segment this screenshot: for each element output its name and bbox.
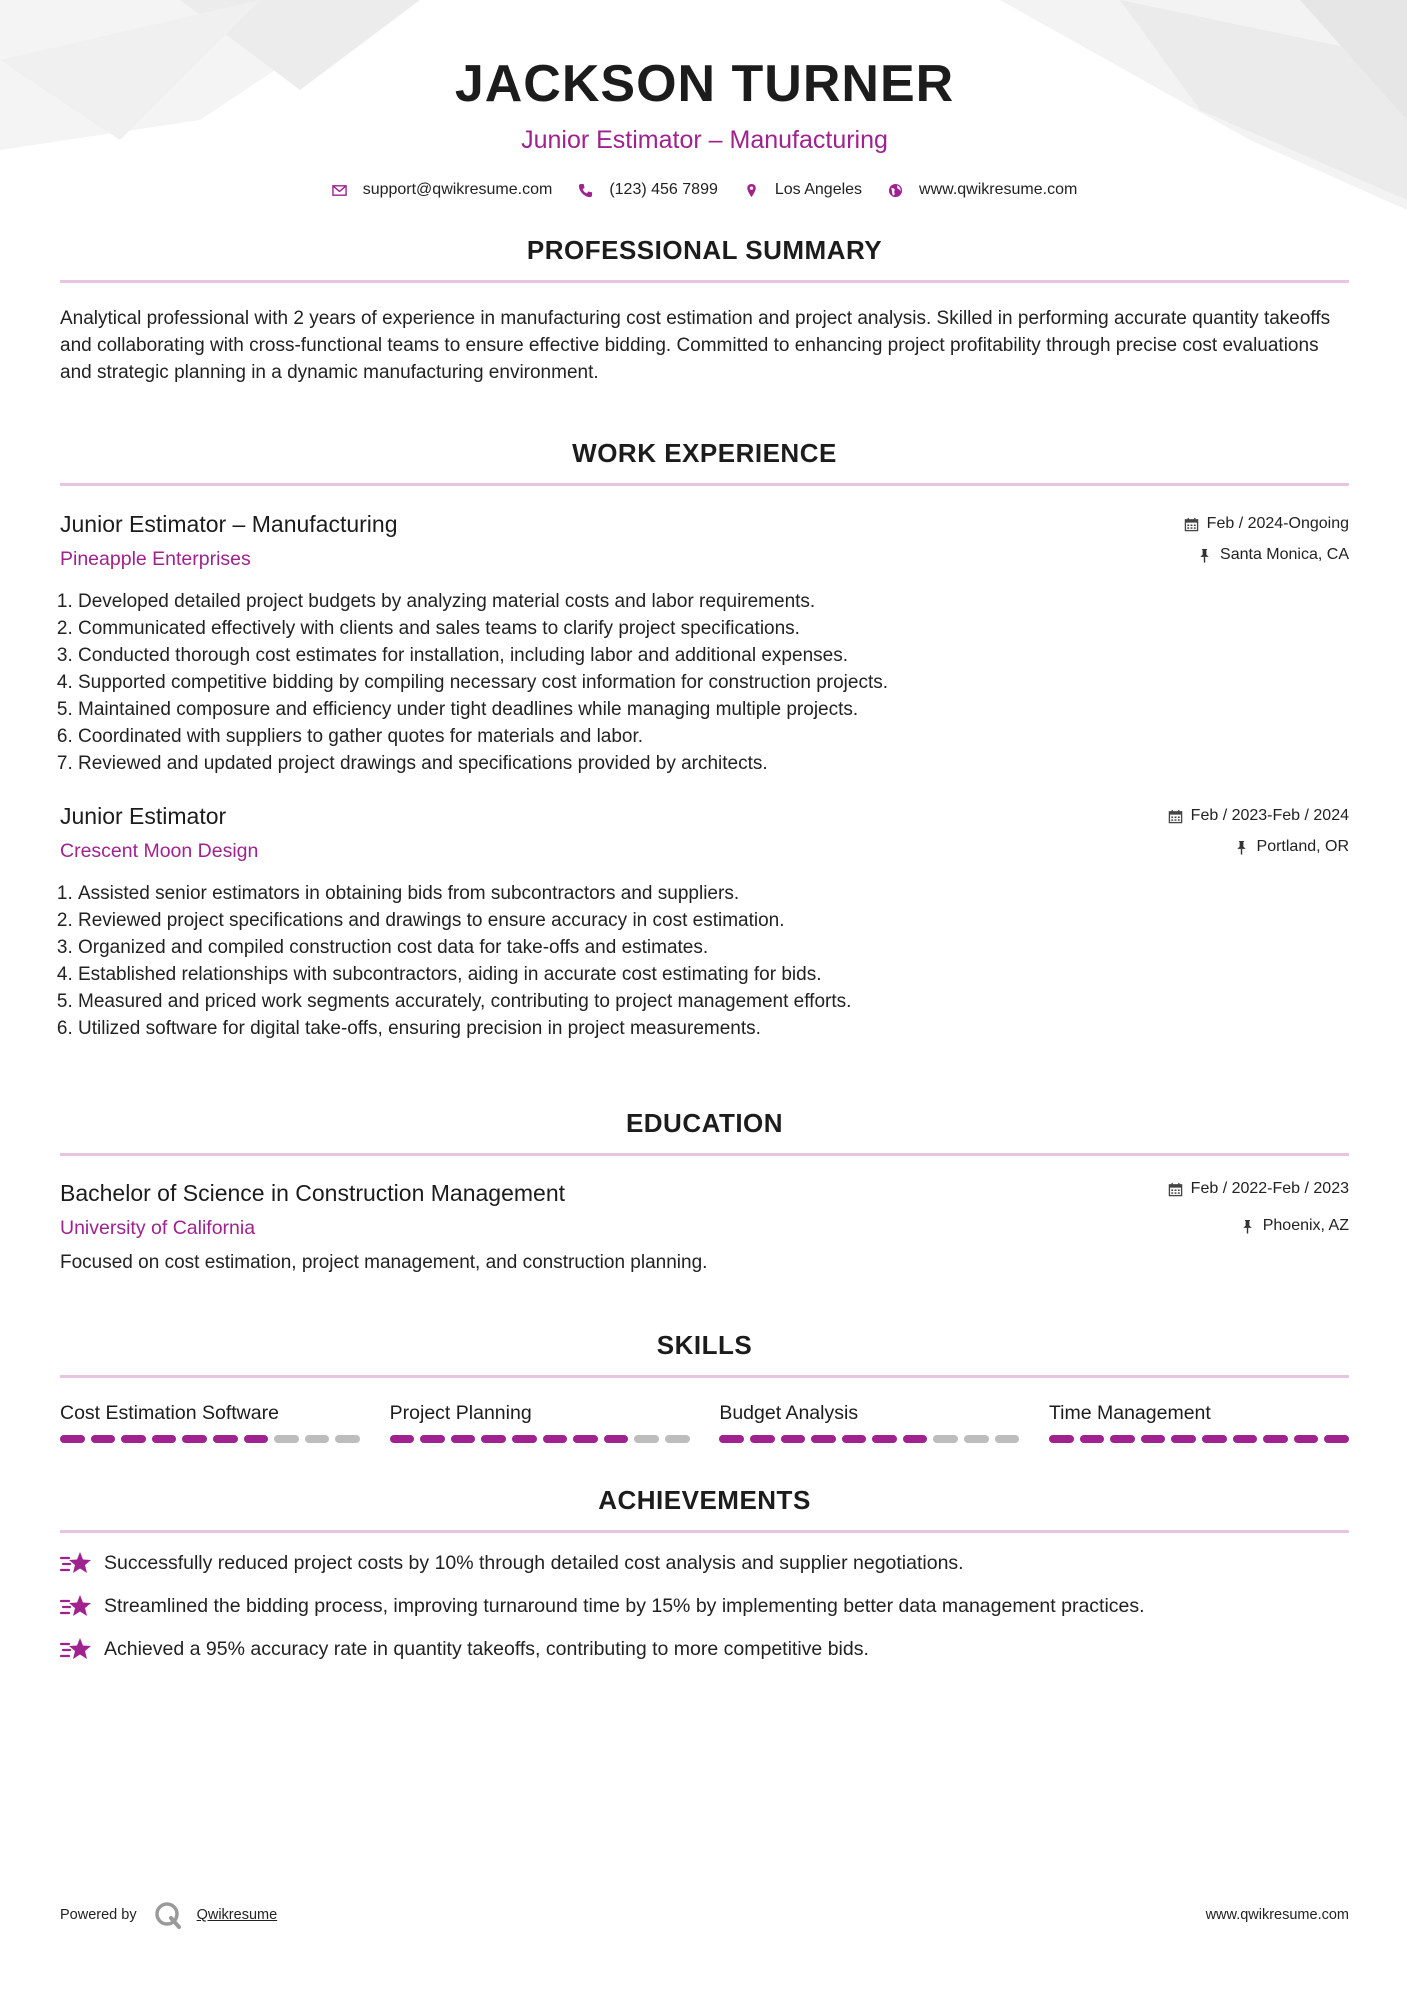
skill-segment-empty bbox=[933, 1435, 958, 1443]
qwikresume-logo-icon bbox=[153, 1900, 183, 1930]
skill-name: Project Planning bbox=[389, 1402, 532, 1424]
skills-divider bbox=[60, 1375, 1349, 1378]
skill-segment-empty bbox=[335, 1435, 360, 1443]
school-name: University of California bbox=[60, 1217, 256, 1239]
skill-segment-filled bbox=[91, 1435, 116, 1443]
skill-level-bar bbox=[390, 1435, 690, 1443]
candidate-role: Junior Estimator – Manufacturing bbox=[521, 126, 888, 154]
contact-phone[interactable] bbox=[578, 181, 718, 199]
skill-segment-filled bbox=[451, 1435, 476, 1443]
skill-segment-filled bbox=[1294, 1435, 1319, 1443]
skill-segment-filled bbox=[121, 1435, 146, 1443]
skill-segment-filled bbox=[390, 1435, 415, 1443]
skill-segment-filled bbox=[750, 1435, 775, 1443]
skills-heading: SKILLS bbox=[656, 1330, 753, 1360]
list-item: 5. Maintained composure and efficiency under tight deadlines while managing multiple projects. bbox=[78, 696, 1349, 723]
job-bullets bbox=[60, 588, 1349, 777]
contact-location bbox=[744, 181, 862, 199]
education-heading: EDUCATION bbox=[625, 1108, 784, 1138]
envelope-icon bbox=[332, 183, 347, 198]
skill-segment-filled bbox=[719, 1435, 744, 1443]
list-item: 6. Coordinated with suppliers to gather quotes for materials and labor. bbox=[78, 723, 1349, 750]
skill-segment-filled bbox=[244, 1435, 269, 1443]
list-item: 3. Organized and compiled construction cost data for take-offs and estimates. bbox=[78, 934, 1349, 961]
job-meta bbox=[1168, 807, 1349, 856]
list-item: 4. Established relationships with subcontractors, aiding in accurate cost estimating for bids. bbox=[78, 961, 1349, 988]
job-date: Feb / 2024-Ongoing bbox=[1206, 515, 1349, 532]
skill-segment-empty bbox=[995, 1435, 1020, 1443]
map-pin-icon bbox=[744, 183, 759, 198]
skill-segment-filled bbox=[543, 1435, 568, 1443]
skill-segment-filled bbox=[1324, 1435, 1349, 1443]
achievement-item bbox=[60, 1550, 1349, 1576]
job-entry bbox=[60, 511, 1349, 777]
shooting-star-icon bbox=[60, 1593, 92, 1619]
contact-phone-text: (123) 456 7899 bbox=[609, 181, 718, 198]
skills-section bbox=[60, 1330, 1349, 1443]
achievement-item bbox=[60, 1636, 1349, 1662]
list-item: 1. Developed detailed project budgets by analyzing material costs and labor requirements. bbox=[78, 588, 1349, 615]
resume-page bbox=[60, 0, 1349, 1662]
skill-segment-filled bbox=[842, 1435, 867, 1443]
skill-item bbox=[719, 1402, 1019, 1443]
skill-segment-filled bbox=[781, 1435, 806, 1443]
summary-divider bbox=[60, 280, 1349, 283]
skill-segment-empty bbox=[634, 1435, 659, 1443]
achievement-item bbox=[60, 1593, 1349, 1619]
skill-item bbox=[60, 1402, 360, 1443]
job-entry bbox=[60, 803, 1349, 1042]
skill-name: Time Management bbox=[1048, 1402, 1211, 1424]
achievement-text: Streamlined the bidding process, improving turnaround time by 15% by implementing better data management practices. bbox=[104, 1594, 1145, 1617]
education-location: Phoenix, AZ bbox=[1262, 1217, 1349, 1234]
skill-segment-empty bbox=[665, 1435, 690, 1443]
education-date-row bbox=[1168, 1180, 1349, 1198]
achievements-heading: ACHIEVEMENTS bbox=[598, 1485, 811, 1515]
skill-segment-filled bbox=[1263, 1435, 1288, 1443]
achievements-divider bbox=[60, 1530, 1349, 1533]
job-title: Junior Estimator bbox=[60, 803, 227, 829]
skill-item bbox=[1049, 1402, 1349, 1443]
job-company: Crescent Moon Design bbox=[60, 840, 259, 862]
skill-level-bar bbox=[719, 1435, 1019, 1443]
skill-item bbox=[390, 1402, 690, 1443]
pushpin-icon bbox=[1240, 1219, 1255, 1234]
skill-segment-filled bbox=[573, 1435, 598, 1443]
experience-section bbox=[60, 438, 1349, 1042]
skill-segment-empty bbox=[305, 1435, 330, 1443]
achievements-section bbox=[60, 1485, 1349, 1662]
shooting-star-icon bbox=[60, 1550, 92, 1576]
powered-by-label: Powered by bbox=[60, 1907, 137, 1923]
skill-segment-filled bbox=[512, 1435, 537, 1443]
skill-segment-filled bbox=[481, 1435, 506, 1443]
skill-segment-filled bbox=[604, 1435, 629, 1443]
skill-segment-filled bbox=[811, 1435, 836, 1443]
list-item: 7. Reviewed and updated project drawings and specifications provided by architects. bbox=[78, 750, 1349, 777]
job-title: Junior Estimator – Manufacturing bbox=[60, 511, 398, 537]
candidate-name: JACKSON TURNER bbox=[454, 55, 955, 113]
pushpin-icon bbox=[1234, 840, 1249, 855]
skill-segment-filled bbox=[1171, 1435, 1196, 1443]
education-date: Feb / 2022-Feb / 2023 bbox=[1190, 1180, 1349, 1197]
list-item: 2. Reviewed project specifications and drawings to ensure accuracy in cost estimation. bbox=[78, 907, 1349, 934]
skill-segment-filled bbox=[1110, 1435, 1135, 1443]
summary-heading: PROFESSIONAL SUMMARY bbox=[526, 235, 883, 265]
phone-icon bbox=[578, 183, 593, 198]
contact-email-text: support@qwikresume.com bbox=[362, 181, 553, 198]
skill-name: Budget Analysis bbox=[719, 1402, 859, 1424]
experience-heading: WORK EXPERIENCE bbox=[572, 438, 837, 468]
calendar-icon bbox=[1168, 1182, 1183, 1197]
calendar-icon bbox=[1168, 809, 1183, 824]
skill-segment-filled bbox=[872, 1435, 897, 1443]
list-item: 2. Communicated effectively with clients and sales teams to clarify project specifications. bbox=[78, 615, 1349, 642]
contact-location-text: Los Angeles bbox=[774, 181, 863, 198]
contact-website[interactable] bbox=[888, 181, 1077, 199]
skill-segment-filled bbox=[1080, 1435, 1105, 1443]
skills-list bbox=[60, 1402, 1349, 1443]
job-date-row bbox=[1184, 515, 1349, 533]
degree-title: Bachelor of Science in Construction Management bbox=[60, 1180, 566, 1206]
summary-text: Analytical professional with 2 years of experience in manufacturing cost estimation and project analysis. Skilled in performing accurate quantity takeoffs and collaborating with cross-functional teams to ensure effective bidding. Committed to enhancing project profitability through precise cost evaluations and strategic planning in a dynamic manufacturing environment. bbox=[60, 308, 1331, 383]
page-footer bbox=[60, 1900, 1349, 1930]
education-description: Focused on cost estimation, project management, and construction planning. bbox=[60, 1252, 708, 1273]
job-date-row bbox=[1168, 807, 1349, 825]
contact-bar bbox=[60, 181, 1349, 199]
list-item: 4. Supported competitive bidding by compiling necessary cost information for construction projects. bbox=[78, 669, 1349, 696]
skill-segment-filled bbox=[213, 1435, 238, 1443]
calendar-icon bbox=[1184, 517, 1199, 532]
skill-segment-filled bbox=[903, 1435, 928, 1443]
skill-segment-empty bbox=[274, 1435, 299, 1443]
job-location-row bbox=[1168, 838, 1349, 856]
achievements-list bbox=[60, 1550, 1349, 1662]
achievement-text: Successfully reduced project costs by 10% through detailed cost analysis and supplier negotiations. bbox=[104, 1551, 964, 1574]
education-entry bbox=[60, 1180, 1349, 1274]
job-date: Feb / 2023-Feb / 2024 bbox=[1190, 807, 1349, 824]
skill-name: Cost Estimation Software bbox=[60, 1402, 279, 1424]
skill-segment-filled bbox=[1233, 1435, 1258, 1443]
education-location-row bbox=[1168, 1217, 1349, 1235]
list-item: 3. Conducted thorough cost estimates for installation, including labor and additional expenses. bbox=[78, 642, 1349, 669]
powered-by bbox=[60, 1900, 277, 1930]
job-location: Santa Monica, CA bbox=[1220, 546, 1349, 563]
list-item: 6. Utilized software for digital take-offs, ensuring precision in project measurements. bbox=[78, 1015, 1349, 1042]
job-meta bbox=[1184, 515, 1349, 564]
contact-website-text: www.qwikresume.com bbox=[919, 181, 1078, 198]
qwikresume-link[interactable]: Qwikresume bbox=[196, 1907, 278, 1923]
skill-segment-empty bbox=[964, 1435, 989, 1443]
globe-icon bbox=[888, 183, 903, 198]
skill-segment-filled bbox=[1202, 1435, 1227, 1443]
skill-level-bar bbox=[1049, 1435, 1349, 1443]
achievement-text: Achieved a 95% accuracy rate in quantity takeoffs, contributing to more competitive bids. bbox=[104, 1637, 869, 1660]
skill-segment-filled bbox=[1141, 1435, 1166, 1443]
experience-divider bbox=[60, 483, 1349, 486]
job-location: Portland, OR bbox=[1256, 838, 1349, 855]
education-meta bbox=[1168, 1180, 1349, 1235]
skill-segment-filled bbox=[182, 1435, 207, 1443]
job-bullets bbox=[60, 880, 1349, 1042]
job-company: Pineapple Enterprises bbox=[60, 548, 251, 570]
skill-segment-filled bbox=[420, 1435, 445, 1443]
summary-section bbox=[60, 235, 1349, 386]
footer-url[interactable]: www.qwikresume.com bbox=[1205, 1907, 1349, 1923]
contact-email[interactable] bbox=[332, 181, 553, 199]
skill-segment-filled bbox=[152, 1435, 177, 1443]
shooting-star-icon bbox=[60, 1636, 92, 1662]
list-item: 5. Measured and priced work segments accurately, contributing to project management efforts. bbox=[78, 988, 1349, 1015]
resume-header bbox=[60, 0, 1349, 199]
skill-segment-filled bbox=[1049, 1435, 1074, 1443]
skill-level-bar bbox=[60, 1435, 360, 1443]
pushpin-icon bbox=[1197, 548, 1212, 563]
job-location-row bbox=[1184, 546, 1349, 564]
list-item: 1. Assisted senior estimators in obtaining bids from subcontractors and suppliers. bbox=[78, 880, 1349, 907]
education-divider bbox=[60, 1153, 1349, 1156]
skill-segment-filled bbox=[60, 1435, 85, 1443]
education-section bbox=[60, 1108, 1349, 1274]
